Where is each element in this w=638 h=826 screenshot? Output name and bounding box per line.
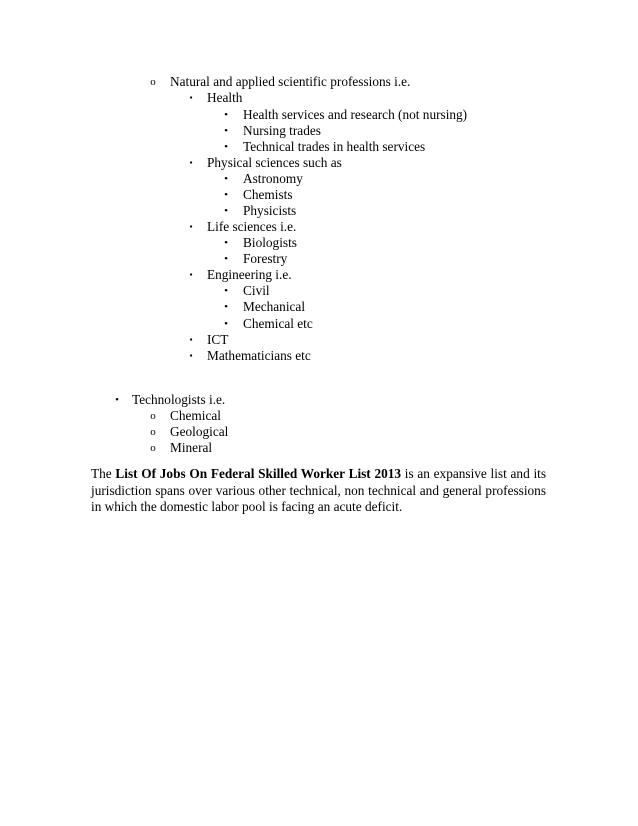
square-bullet-icon: ▪ (189, 93, 193, 102)
list-item-life-sciences: Life sciences i.e. (207, 219, 297, 234)
dot-bullet-icon: • (224, 109, 228, 121)
list-item: Chemical (170, 408, 221, 423)
list-item: Astronomy (243, 171, 303, 186)
list-item: Chemical etc (243, 316, 313, 331)
paragraph-bold-title: List Of Jobs On Federal Skilled Worker List 2013 (115, 466, 402, 481)
list-item: Mineral (170, 440, 213, 455)
dot-bullet-icon: • (224, 173, 228, 185)
dot-bullet-icon: • (224, 141, 228, 153)
list-item: Physicists (243, 203, 297, 218)
square-bullet-icon: ▪ (189, 335, 193, 344)
dot-bullet-icon: • (224, 189, 228, 201)
circle-bullet-icon: o (150, 76, 156, 88)
dot-bullet-icon: • (224, 205, 228, 217)
list-item-technologists: Technologists i.e. (132, 392, 226, 407)
list-item-engineering: Engineering i.e. (207, 267, 292, 282)
paragraph-lead: The (91, 466, 116, 481)
list-item-natural-sciences: Natural and applied scientific professions i.e. (170, 74, 411, 89)
square-bullet-icon: ▪ (189, 158, 193, 167)
list-item: Chemists (243, 187, 293, 202)
list-item-physical-sciences: Physical sciences such as (207, 155, 342, 170)
list-item-mathematicians: Mathematicians etc (207, 348, 311, 363)
circle-bullet-icon: o (150, 410, 156, 422)
square-bullet-icon: ▪ (189, 351, 193, 360)
dot-bullet-icon: • (224, 237, 228, 249)
list-item: Civil (243, 283, 270, 298)
list-item: Health services and research (not nursing) (243, 107, 468, 122)
body-paragraph (91, 466, 546, 516)
square-bullet-icon: ▪ (189, 222, 193, 231)
list-item: Geological (170, 424, 229, 439)
list-item-ict: ICT (207, 332, 229, 347)
dot-bullet-icon: • (224, 285, 228, 297)
dot-bullet-icon: • (224, 301, 228, 313)
circle-bullet-icon: o (150, 426, 156, 438)
list-item: Forestry (243, 251, 288, 266)
circle-bullet-icon: o (150, 442, 156, 454)
dot-bullet-icon: • (224, 253, 228, 265)
dot-bullet-icon: • (224, 125, 228, 137)
list-item: Biologists (243, 235, 297, 250)
list-item: Nursing trades (243, 123, 321, 138)
dot-bullet-icon: • (224, 318, 228, 330)
dot-bullet-icon: • (115, 394, 119, 406)
list-item: Mechanical (243, 299, 306, 314)
paragraph-rest: is an expansive list and its jurisdiction spans over various other technical, non technical and general professions in which the domestic labor pool is facing an acute deficit. (91, 466, 547, 514)
list-item: Technical trades in health services (243, 139, 426, 154)
list-item-health: Health (207, 90, 243, 105)
square-bullet-icon: ▪ (189, 270, 193, 279)
